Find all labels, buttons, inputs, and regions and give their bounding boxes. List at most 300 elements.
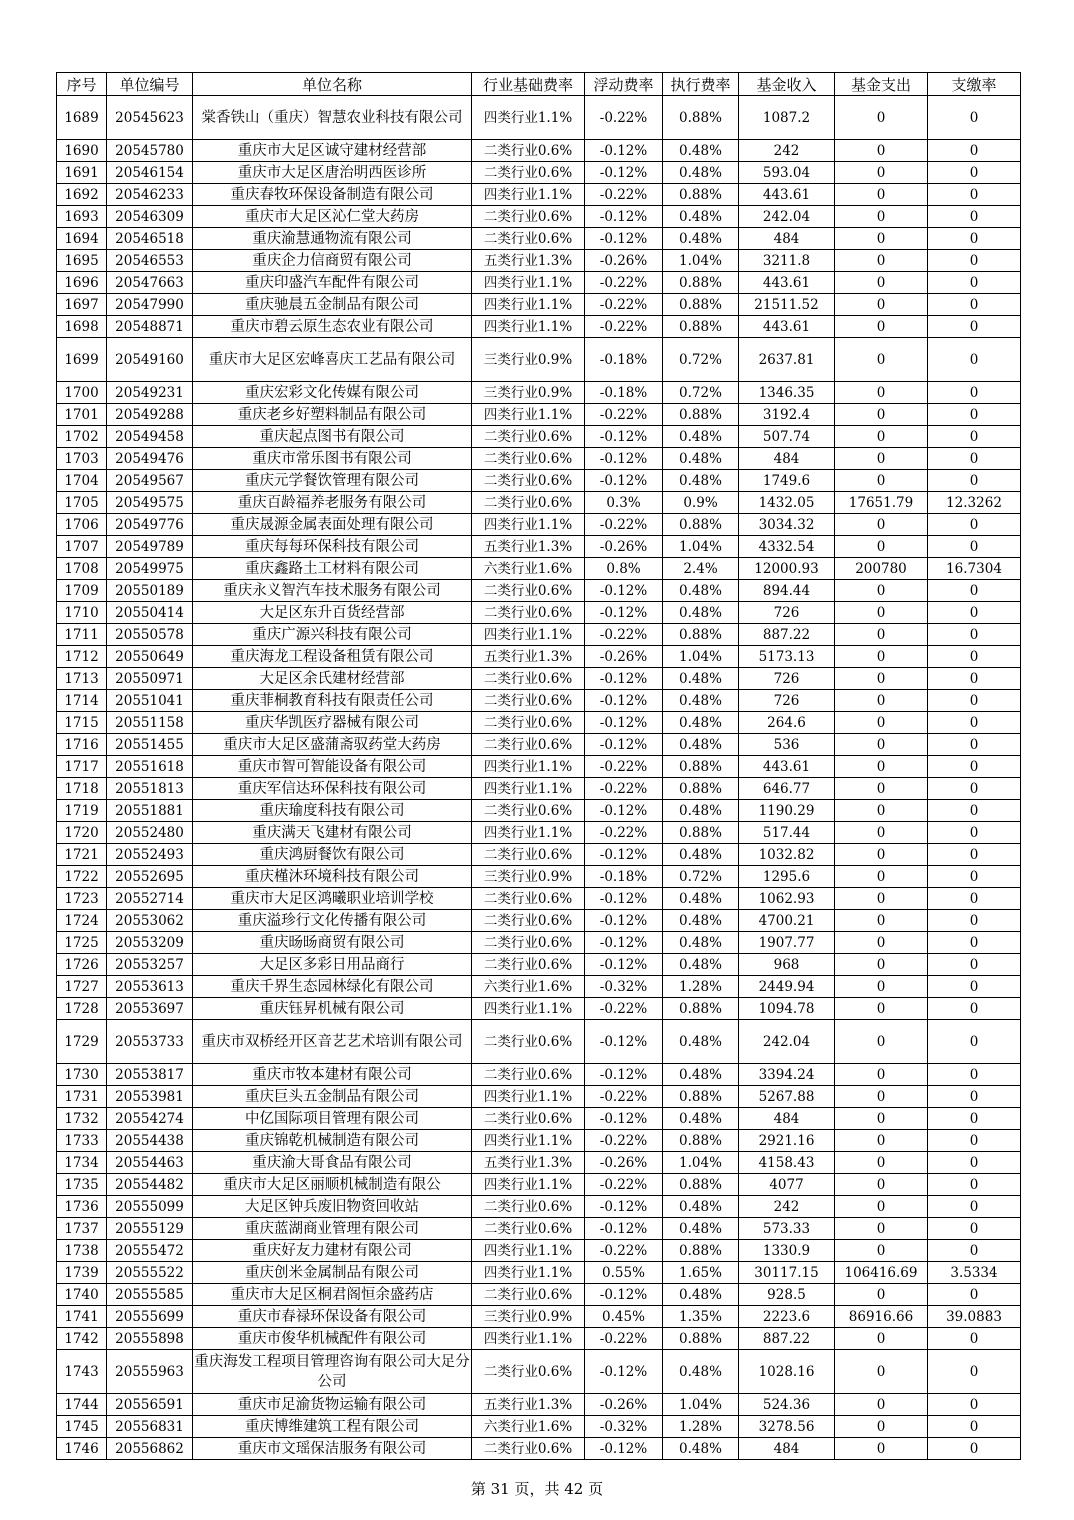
cell-float-rate: -0.12%	[585, 162, 663, 184]
cell-unit-name: 重庆钰昇机械有限公司	[193, 998, 472, 1020]
cell-unit-code: 20553062	[107, 910, 193, 932]
cell-exec-rate: 0.48%	[663, 1108, 739, 1130]
cell-exec-rate: 0.48%	[663, 932, 739, 954]
cell-base-rate: 四类行业1.1%	[472, 404, 585, 426]
table-row	[57, 184, 1021, 206]
cell-float-rate: -0.12%	[585, 1438, 663, 1460]
cell-float-rate: -0.22%	[585, 1240, 663, 1262]
cell-unit-name: 重庆瑜度科技有限公司	[193, 800, 472, 822]
cell-base-rate: 四类行业1.1%	[472, 778, 585, 800]
cell-payout-ratio: 0	[928, 96, 1021, 140]
cell-float-rate: -0.12%	[585, 690, 663, 712]
cell-fund-income: 2921.16	[739, 1130, 835, 1152]
cell-base-rate: 六类行业1.6%	[472, 558, 585, 580]
cell-fund-income: 3278.56	[739, 1416, 835, 1438]
cell-unit-name: 重庆满天飞建材有限公司	[193, 822, 472, 844]
cell-base-rate: 六类行业1.6%	[472, 1416, 585, 1438]
cell-fund-income: 726	[739, 668, 835, 690]
cell-unit-name: 重庆市大足区唐治明西医诊所	[193, 162, 472, 184]
cell-payout-ratio: 0	[928, 250, 1021, 272]
cell-payout-ratio: 0	[928, 470, 1021, 492]
cell-fund-expense: 0	[835, 140, 928, 162]
cell-serial: 1724	[57, 910, 107, 932]
cell-unit-code: 20554438	[107, 1130, 193, 1152]
cell-base-rate: 二类行业0.6%	[472, 140, 585, 162]
table-row	[57, 338, 1021, 382]
cell-payout-ratio: 0	[928, 800, 1021, 822]
cell-float-rate: 0.45%	[585, 1306, 663, 1328]
cell-unit-code: 20554482	[107, 1174, 193, 1196]
cell-float-rate: -0.22%	[585, 1130, 663, 1152]
cell-fund-expense: 0	[835, 602, 928, 624]
cell-fund-income: 4700.21	[739, 910, 835, 932]
cell-unit-code: 20547990	[107, 294, 193, 316]
cell-unit-name: 重庆市大足区盛蒲斋驭药堂大药房	[193, 734, 472, 756]
cell-serial: 1698	[57, 316, 107, 338]
cell-exec-rate: 0.88%	[663, 1174, 739, 1196]
cell-float-rate: -0.18%	[585, 338, 663, 382]
cell-exec-rate: 0.48%	[663, 734, 739, 756]
cell-fund-income: 3034.32	[739, 514, 835, 536]
cell-fund-expense: 0	[835, 844, 928, 866]
table-row	[57, 162, 1021, 184]
cell-float-rate: -0.12%	[585, 470, 663, 492]
cell-float-rate: -0.12%	[585, 206, 663, 228]
cell-serial: 1738	[57, 1240, 107, 1262]
cell-payout-ratio: 0	[928, 1218, 1021, 1240]
cell-fund-income: 646.77	[739, 778, 835, 800]
cell-fund-expense: 0	[835, 646, 928, 668]
cell-serial: 1731	[57, 1086, 107, 1108]
cell-base-rate: 四类行业1.1%	[472, 998, 585, 1020]
cell-serial: 1743	[57, 1350, 107, 1394]
cell-base-rate: 二类行业0.6%	[472, 712, 585, 734]
cell-unit-code: 20552480	[107, 822, 193, 844]
cell-fund-expense: 200780	[835, 558, 928, 580]
cell-serial: 1725	[57, 932, 107, 954]
cell-float-rate: -0.22%	[585, 1086, 663, 1108]
cell-unit-name: 重庆蓝湖商业管理有限公司	[193, 1218, 472, 1240]
cell-fund-income: 1295.6	[739, 866, 835, 888]
cell-fund-income: 1749.6	[739, 470, 835, 492]
table-row	[57, 998, 1021, 1020]
cell-unit-name: 重庆千界生态园林绿化有限公司	[193, 976, 472, 998]
cell-serial: 1716	[57, 734, 107, 756]
cell-serial: 1746	[57, 1438, 107, 1460]
cell-base-rate: 二类行业0.6%	[472, 492, 585, 514]
cell-serial: 1727	[57, 976, 107, 998]
cell-fund-expense: 0	[835, 426, 928, 448]
cell-fund-income: 1432.05	[739, 492, 835, 514]
cell-unit-code: 20553613	[107, 976, 193, 998]
cell-fund-expense: 86916.66	[835, 1306, 928, 1328]
cell-base-rate: 二类行业0.6%	[472, 844, 585, 866]
cell-base-rate: 二类行业0.6%	[472, 426, 585, 448]
table-row	[57, 228, 1021, 250]
cell-fund-expense: 0	[835, 1064, 928, 1086]
cell-serial: 1700	[57, 382, 107, 404]
cell-fund-income: 1094.78	[739, 998, 835, 1020]
cell-fund-income: 484	[739, 1438, 835, 1460]
cell-exec-rate: 0.48%	[663, 426, 739, 448]
cell-unit-name: 重庆驰晨五金制品有限公司	[193, 294, 472, 316]
cell-float-rate: -0.22%	[585, 778, 663, 800]
cell-unit-name: 重庆博维建筑工程有限公司	[193, 1416, 472, 1438]
cell-float-rate: -0.22%	[585, 1328, 663, 1350]
cell-unit-code: 20549160	[107, 338, 193, 382]
cell-base-rate: 四类行业1.1%	[472, 1130, 585, 1152]
table-row	[57, 580, 1021, 602]
cell-payout-ratio: 0	[928, 272, 1021, 294]
cell-base-rate: 二类行业0.6%	[472, 448, 585, 470]
cell-unit-code: 20550971	[107, 668, 193, 690]
cell-float-rate: -0.12%	[585, 734, 663, 756]
cell-exec-rate: 0.48%	[663, 954, 739, 976]
cell-unit-code: 20549789	[107, 536, 193, 558]
cell-serial: 1735	[57, 1174, 107, 1196]
cell-payout-ratio: 0	[928, 1394, 1021, 1416]
table-row	[57, 624, 1021, 646]
cell-payout-ratio: 0	[928, 1438, 1021, 1460]
cell-unit-name: 重庆老乡好塑料制品有限公司	[193, 404, 472, 426]
cell-fund-income: 1907.77	[739, 932, 835, 954]
cell-serial: 1695	[57, 250, 107, 272]
cell-float-rate: -0.22%	[585, 404, 663, 426]
cell-fund-expense: 0	[835, 250, 928, 272]
cell-unit-name: 重庆百龄福养老服务有限公司	[193, 492, 472, 514]
cell-unit-name: 大足区多彩日用品商行	[193, 954, 472, 976]
cell-exec-rate: 0.72%	[663, 338, 739, 382]
cell-unit-code: 20553981	[107, 1086, 193, 1108]
cell-payout-ratio: 0	[928, 514, 1021, 536]
cell-unit-code: 20551881	[107, 800, 193, 822]
cell-unit-name: 重庆槿沐环境科技有限公司	[193, 866, 472, 888]
cell-payout-ratio: 0	[928, 536, 1021, 558]
cell-fund-expense: 0	[835, 580, 928, 602]
cell-unit-code: 20552493	[107, 844, 193, 866]
cell-serial: 1722	[57, 866, 107, 888]
cell-exec-rate: 0.48%	[663, 910, 739, 932]
cell-exec-rate: 1.28%	[663, 976, 739, 998]
cell-unit-code: 20556591	[107, 1394, 193, 1416]
cell-exec-rate: 0.48%	[663, 1196, 739, 1218]
table-row	[57, 316, 1021, 338]
header-exec-rate: 执行费率	[663, 73, 739, 96]
cell-serial: 1691	[57, 162, 107, 184]
cell-payout-ratio: 0	[928, 690, 1021, 712]
cell-unit-code: 20555898	[107, 1328, 193, 1350]
cell-serial: 1740	[57, 1284, 107, 1306]
table-row	[57, 932, 1021, 954]
cell-base-rate: 二类行业0.6%	[472, 1438, 585, 1460]
cell-payout-ratio: 0	[928, 1350, 1021, 1394]
table-body	[57, 96, 1021, 1460]
cell-fund-expense: 0	[835, 96, 928, 140]
cell-fund-income: 12000.93	[739, 558, 835, 580]
cell-serial: 1701	[57, 404, 107, 426]
cell-fund-expense: 0	[835, 1152, 928, 1174]
cell-fund-expense: 0	[835, 756, 928, 778]
cell-fund-income: 536	[739, 734, 835, 756]
cell-unit-code: 20555522	[107, 1262, 193, 1284]
cell-payout-ratio: 3.5334	[928, 1262, 1021, 1284]
cell-unit-code: 20555099	[107, 1196, 193, 1218]
cell-float-rate: -0.12%	[585, 1350, 663, 1394]
cell-float-rate: -0.18%	[585, 866, 663, 888]
cell-serial: 1718	[57, 778, 107, 800]
cell-exec-rate: 0.88%	[663, 514, 739, 536]
cell-payout-ratio: 12.3262	[928, 492, 1021, 514]
table-row	[57, 866, 1021, 888]
cell-serial: 1693	[57, 206, 107, 228]
cell-fund-expense: 0	[835, 1020, 928, 1064]
cell-exec-rate: 0.9%	[663, 492, 739, 514]
cell-base-rate: 四类行业1.1%	[472, 96, 585, 140]
cell-fund-income: 573.33	[739, 1218, 835, 1240]
cell-payout-ratio: 0	[928, 1130, 1021, 1152]
cell-fund-expense: 0	[835, 778, 928, 800]
cell-serial: 1699	[57, 338, 107, 382]
cell-float-rate: -0.22%	[585, 294, 663, 316]
cell-fund-income: 524.36	[739, 1394, 835, 1416]
cell-unit-code: 20549776	[107, 514, 193, 536]
cell-unit-name: 重庆永义智汽车技术服务有限公司	[193, 580, 472, 602]
cell-fund-expense: 0	[835, 690, 928, 712]
cell-unit-code: 20555472	[107, 1240, 193, 1262]
cell-payout-ratio: 0	[928, 756, 1021, 778]
cell-fund-expense: 0	[835, 206, 928, 228]
cell-unit-name: 重庆市大足区沁仁堂大药房	[193, 206, 472, 228]
cell-float-rate: -0.12%	[585, 448, 663, 470]
cell-serial: 1692	[57, 184, 107, 206]
cell-fund-expense: 0	[835, 1416, 928, 1438]
cell-base-rate: 二类行业0.6%	[472, 690, 585, 712]
cell-base-rate: 五类行业1.3%	[472, 1394, 585, 1416]
table-row	[57, 756, 1021, 778]
cell-fund-income: 968	[739, 954, 835, 976]
cell-unit-code: 20551158	[107, 712, 193, 734]
cell-unit-name: 重庆军信达环保科技有限公司	[193, 778, 472, 800]
cell-fund-expense: 0	[835, 888, 928, 910]
cell-payout-ratio: 0	[928, 910, 1021, 932]
cell-unit-code: 20546553	[107, 250, 193, 272]
table-row	[57, 954, 1021, 976]
cell-fund-income: 1028.16	[739, 1350, 835, 1394]
cell-serial: 1741	[57, 1306, 107, 1328]
cell-payout-ratio: 0	[928, 1086, 1021, 1108]
cell-fund-expense: 0	[835, 184, 928, 206]
cell-payout-ratio: 0	[928, 382, 1021, 404]
cell-unit-code: 20547663	[107, 272, 193, 294]
cell-fund-expense: 0	[835, 866, 928, 888]
cell-exec-rate: 0.72%	[663, 382, 739, 404]
cell-fund-expense: 0	[835, 800, 928, 822]
cell-payout-ratio: 0	[928, 778, 1021, 800]
cell-float-rate: 0.8%	[585, 558, 663, 580]
table-row	[57, 1416, 1021, 1438]
cell-unit-code: 20555585	[107, 1284, 193, 1306]
cell-serial: 1719	[57, 800, 107, 822]
cell-float-rate: -0.22%	[585, 998, 663, 1020]
cell-payout-ratio: 0	[928, 1240, 1021, 1262]
cell-payout-ratio: 0	[928, 206, 1021, 228]
cell-payout-ratio: 0	[928, 1020, 1021, 1064]
cell-unit-code: 20549231	[107, 382, 193, 404]
cell-fund-income: 593.04	[739, 162, 835, 184]
cell-fund-expense: 0	[835, 1218, 928, 1240]
cell-exec-rate: 0.48%	[663, 448, 739, 470]
cell-fund-income: 726	[739, 602, 835, 624]
header-unit-name: 单位名称	[193, 73, 472, 96]
cell-serial: 1728	[57, 998, 107, 1020]
cell-fund-income: 1346.35	[739, 382, 835, 404]
cell-fund-income: 264.6	[739, 712, 835, 734]
cell-base-rate: 二类行业0.6%	[472, 910, 585, 932]
cell-unit-code: 20551813	[107, 778, 193, 800]
cell-exec-rate: 0.48%	[663, 1218, 739, 1240]
cell-exec-rate: 0.88%	[663, 184, 739, 206]
cell-base-rate: 五类行业1.3%	[472, 1152, 585, 1174]
cell-float-rate: -0.12%	[585, 1020, 663, 1064]
cell-fund-income: 517.44	[739, 822, 835, 844]
cell-serial: 1736	[57, 1196, 107, 1218]
table-row	[57, 536, 1021, 558]
cell-base-rate: 三类行业0.9%	[472, 338, 585, 382]
cell-fund-expense: 0	[835, 404, 928, 426]
cell-serial: 1715	[57, 712, 107, 734]
cell-exec-rate: 0.88%	[663, 822, 739, 844]
cell-unit-code: 20552695	[107, 866, 193, 888]
cell-float-rate: -0.12%	[585, 888, 663, 910]
cell-payout-ratio: 0	[928, 844, 1021, 866]
cell-exec-rate: 0.88%	[663, 272, 739, 294]
cell-payout-ratio: 0	[928, 228, 1021, 250]
cell-serial: 1689	[57, 96, 107, 140]
cell-unit-code: 20545780	[107, 140, 193, 162]
cell-payout-ratio: 0	[928, 602, 1021, 624]
table-row	[57, 1108, 1021, 1130]
cell-exec-rate: 0.88%	[663, 96, 739, 140]
cell-unit-name: 重庆市牧本建材有限公司	[193, 1064, 472, 1086]
cell-fund-expense: 0	[835, 1328, 928, 1350]
cell-unit-name: 重庆市文瑶保洁服务有限公司	[193, 1438, 472, 1460]
cell-unit-name: 重庆宏彩文化传媒有限公司	[193, 382, 472, 404]
cell-unit-name: 重庆海发工程项目管理咨询有限公司大足分公司	[193, 1350, 472, 1394]
table-row	[57, 734, 1021, 756]
table-row	[57, 470, 1021, 492]
cell-float-rate: -0.12%	[585, 1064, 663, 1086]
cell-unit-name: 重庆印盛汽车配件有限公司	[193, 272, 472, 294]
cell-unit-name: 重庆鸿厨餐饮有限公司	[193, 844, 472, 866]
cell-float-rate: -0.12%	[585, 712, 663, 734]
cell-payout-ratio: 0	[928, 1328, 1021, 1350]
cell-fund-income: 242	[739, 1196, 835, 1218]
cell-serial: 1697	[57, 294, 107, 316]
table-row	[57, 1086, 1021, 1108]
cell-serial: 1721	[57, 844, 107, 866]
cell-payout-ratio: 0	[928, 1416, 1021, 1438]
cell-float-rate: -0.26%	[585, 250, 663, 272]
cell-base-rate: 四类行业1.1%	[472, 294, 585, 316]
table-row	[57, 888, 1021, 910]
table-row	[57, 514, 1021, 536]
cell-base-rate: 二类行业0.6%	[472, 1020, 585, 1064]
cell-float-rate: -0.18%	[585, 382, 663, 404]
cell-unit-name: 重庆华凯医疗器械有限公司	[193, 712, 472, 734]
cell-exec-rate: 1.04%	[663, 1152, 739, 1174]
cell-float-rate: -0.26%	[585, 1152, 663, 1174]
header-serial: 序号	[57, 73, 107, 96]
cell-fund-expense: 0	[835, 712, 928, 734]
cell-fund-expense: 0	[835, 1130, 928, 1152]
cell-fund-expense: 0	[835, 668, 928, 690]
cell-payout-ratio: 0	[928, 338, 1021, 382]
cell-serial: 1696	[57, 272, 107, 294]
cell-serial: 1712	[57, 646, 107, 668]
cell-exec-rate: 0.88%	[663, 624, 739, 646]
cell-unit-code: 20546154	[107, 162, 193, 184]
cell-unit-name: 大足区钟兵废旧物资回收站	[193, 1196, 472, 1218]
cell-float-rate: -0.12%	[585, 932, 663, 954]
table-row	[57, 1174, 1021, 1196]
table-row	[57, 778, 1021, 800]
cell-base-rate: 四类行业1.1%	[472, 272, 585, 294]
cell-exec-rate: 2.4%	[663, 558, 739, 580]
cell-float-rate: -0.12%	[585, 668, 663, 690]
cell-exec-rate: 0.88%	[663, 1240, 739, 1262]
table-row	[57, 1020, 1021, 1064]
table-row	[57, 426, 1021, 448]
cell-exec-rate: 1.35%	[663, 1306, 739, 1328]
cell-base-rate: 二类行业0.6%	[472, 1218, 585, 1240]
cell-unit-code: 20553817	[107, 1064, 193, 1086]
cell-unit-code: 20550578	[107, 624, 193, 646]
cell-base-rate: 二类行业0.6%	[472, 1108, 585, 1130]
table-row	[57, 1306, 1021, 1328]
cell-fund-income: 507.74	[739, 426, 835, 448]
cell-unit-name: 重庆市智可智能设备有限公司	[193, 756, 472, 778]
cell-unit-name: 大足区东升百货经营部	[193, 602, 472, 624]
cell-fund-expense: 0	[835, 910, 928, 932]
cell-unit-code: 20550414	[107, 602, 193, 624]
table-row	[57, 976, 1021, 998]
cell-fund-income: 726	[739, 690, 835, 712]
cell-unit-code: 20549288	[107, 404, 193, 426]
cell-payout-ratio: 0	[928, 734, 1021, 756]
cell-serial: 1711	[57, 624, 107, 646]
cell-base-rate: 四类行业1.1%	[472, 624, 585, 646]
table-row	[57, 690, 1021, 712]
cell-exec-rate: 0.48%	[663, 602, 739, 624]
cell-unit-name: 重庆市大足区宏峰喜庆工艺品有限公司	[193, 338, 472, 382]
cell-float-rate: -0.12%	[585, 1196, 663, 1218]
cell-serial: 1717	[57, 756, 107, 778]
cell-exec-rate: 0.48%	[663, 1284, 739, 1306]
header-fund-expense: 基金支出	[835, 73, 928, 96]
cell-fund-expense: 0	[835, 1240, 928, 1262]
cell-serial: 1703	[57, 448, 107, 470]
cell-unit-code: 20555963	[107, 1350, 193, 1394]
cell-exec-rate: 0.88%	[663, 1086, 739, 1108]
table-row	[57, 712, 1021, 734]
table-row	[57, 1262, 1021, 1284]
cell-unit-name: 重庆市足渝货物运输有限公司	[193, 1394, 472, 1416]
cell-fund-expense: 0	[835, 624, 928, 646]
cell-exec-rate: 0.48%	[663, 1064, 739, 1086]
cell-base-rate: 六类行业1.6%	[472, 976, 585, 998]
cell-unit-code: 20551041	[107, 690, 193, 712]
cell-unit-code: 20556862	[107, 1438, 193, 1460]
